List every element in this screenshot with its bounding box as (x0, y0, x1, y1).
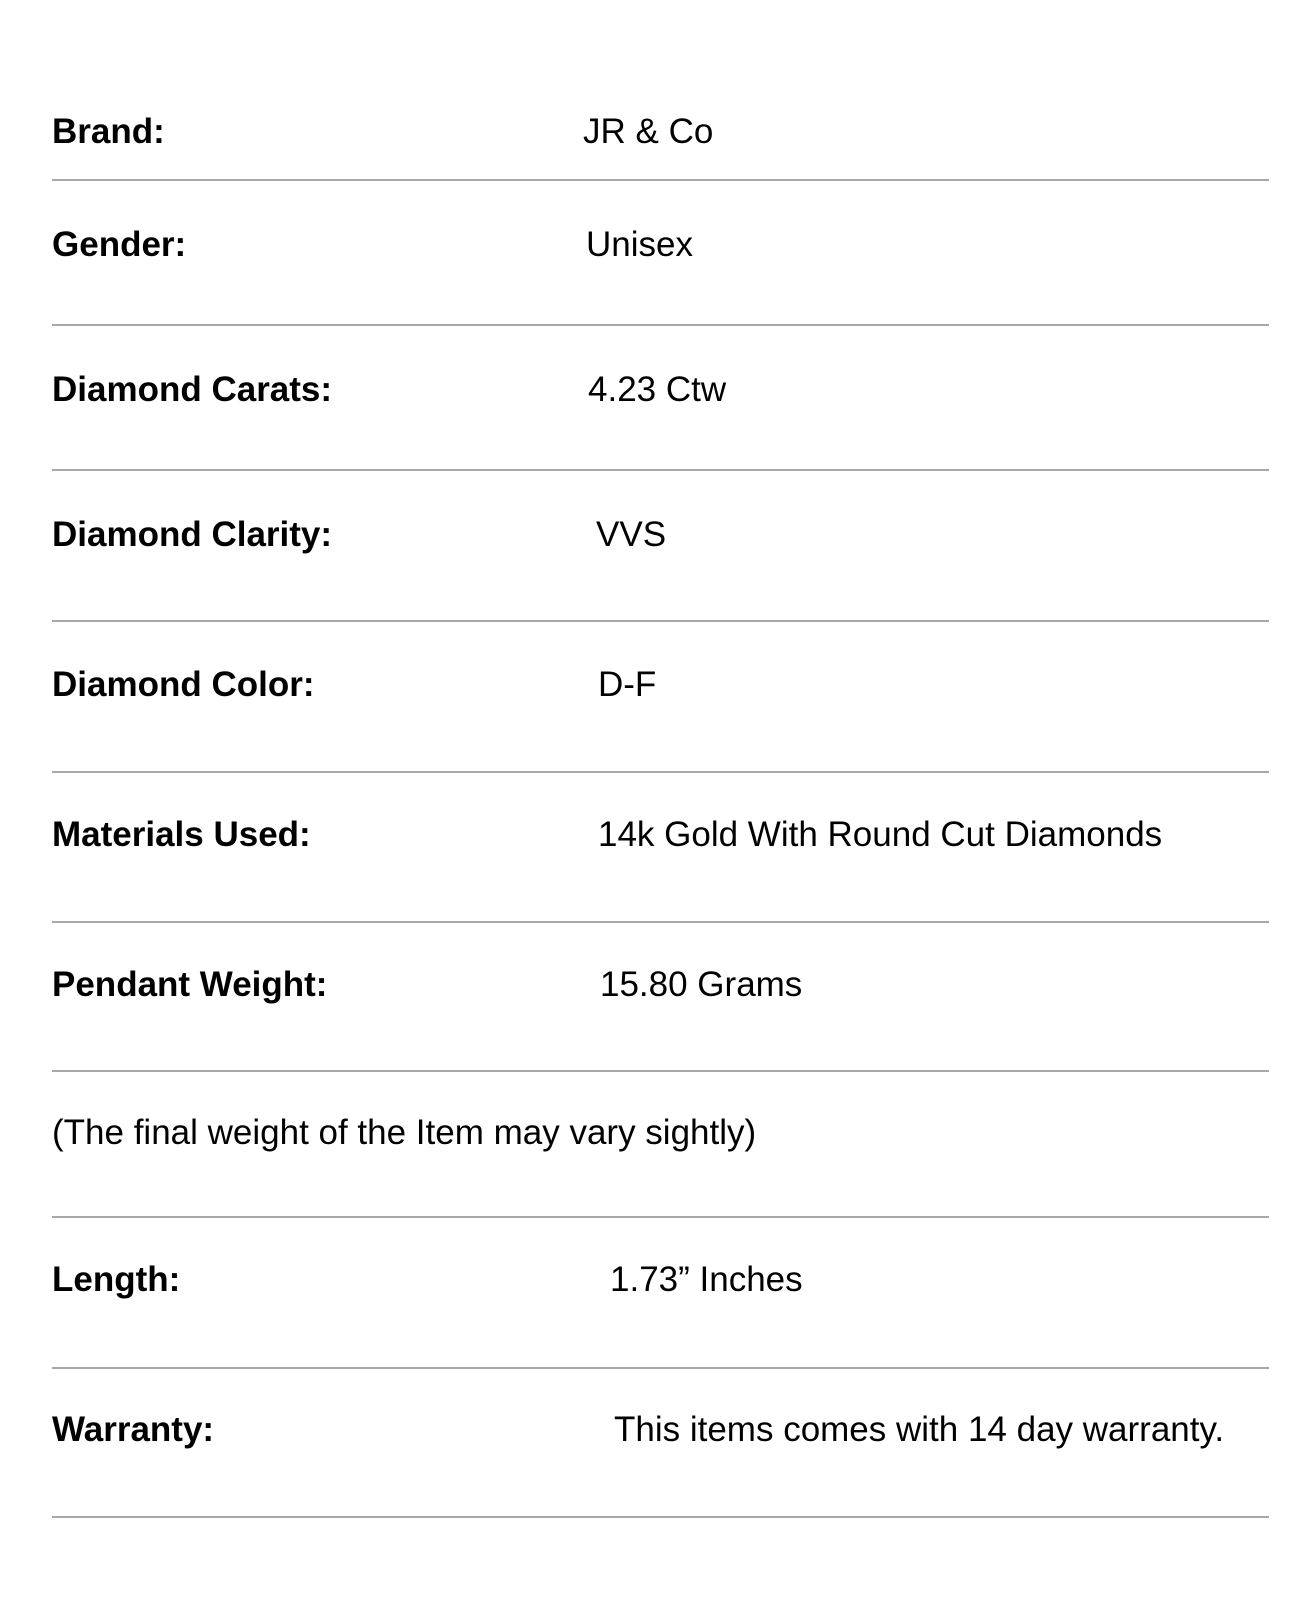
row-divider (52, 1070, 1269, 1072)
row-divider (52, 324, 1269, 326)
diamond-carats-label: Diamond Carats: (52, 370, 333, 409)
diamond-color-label: Diamond Color: (52, 665, 315, 704)
row-divider (52, 1216, 1269, 1218)
pendant-weight-value: 15.80 Grams (600, 965, 803, 1004)
warranty-label: Warranty: (52, 1410, 215, 1449)
pendant-weight-label: Pendant Weight: (52, 965, 328, 1004)
diamond-carats-value: 4.23 Ctw (588, 370, 727, 409)
row-divider (52, 469, 1269, 471)
gender-value: Unisex (586, 225, 693, 264)
materials-used-label: Materials Used: (52, 815, 311, 854)
brand-label: Brand: (52, 112, 165, 151)
row-divider (52, 179, 1269, 181)
gender-label: Gender: (52, 225, 187, 264)
row-divider (52, 771, 1269, 773)
diamond-color-value: D-F (598, 665, 657, 704)
warranty-value: This items comes with 14 day warranty. (614, 1410, 1225, 1449)
row-divider (52, 620, 1269, 622)
materials-used-value: 14k Gold With Round Cut Diamonds (598, 815, 1163, 854)
diamond-clarity-value: VVS (596, 515, 667, 554)
row-divider (52, 1516, 1269, 1518)
brand-value: JR & Co (583, 112, 714, 151)
weight-disclaimer-note: (The final weight of the Item may vary sightly) (52, 1113, 757, 1152)
length-value: 1.73” Inches (610, 1260, 803, 1299)
row-divider (52, 1367, 1269, 1369)
diamond-clarity-label: Diamond Clarity: (52, 515, 333, 554)
length-label: Length: (52, 1260, 181, 1299)
row-divider (52, 921, 1269, 923)
